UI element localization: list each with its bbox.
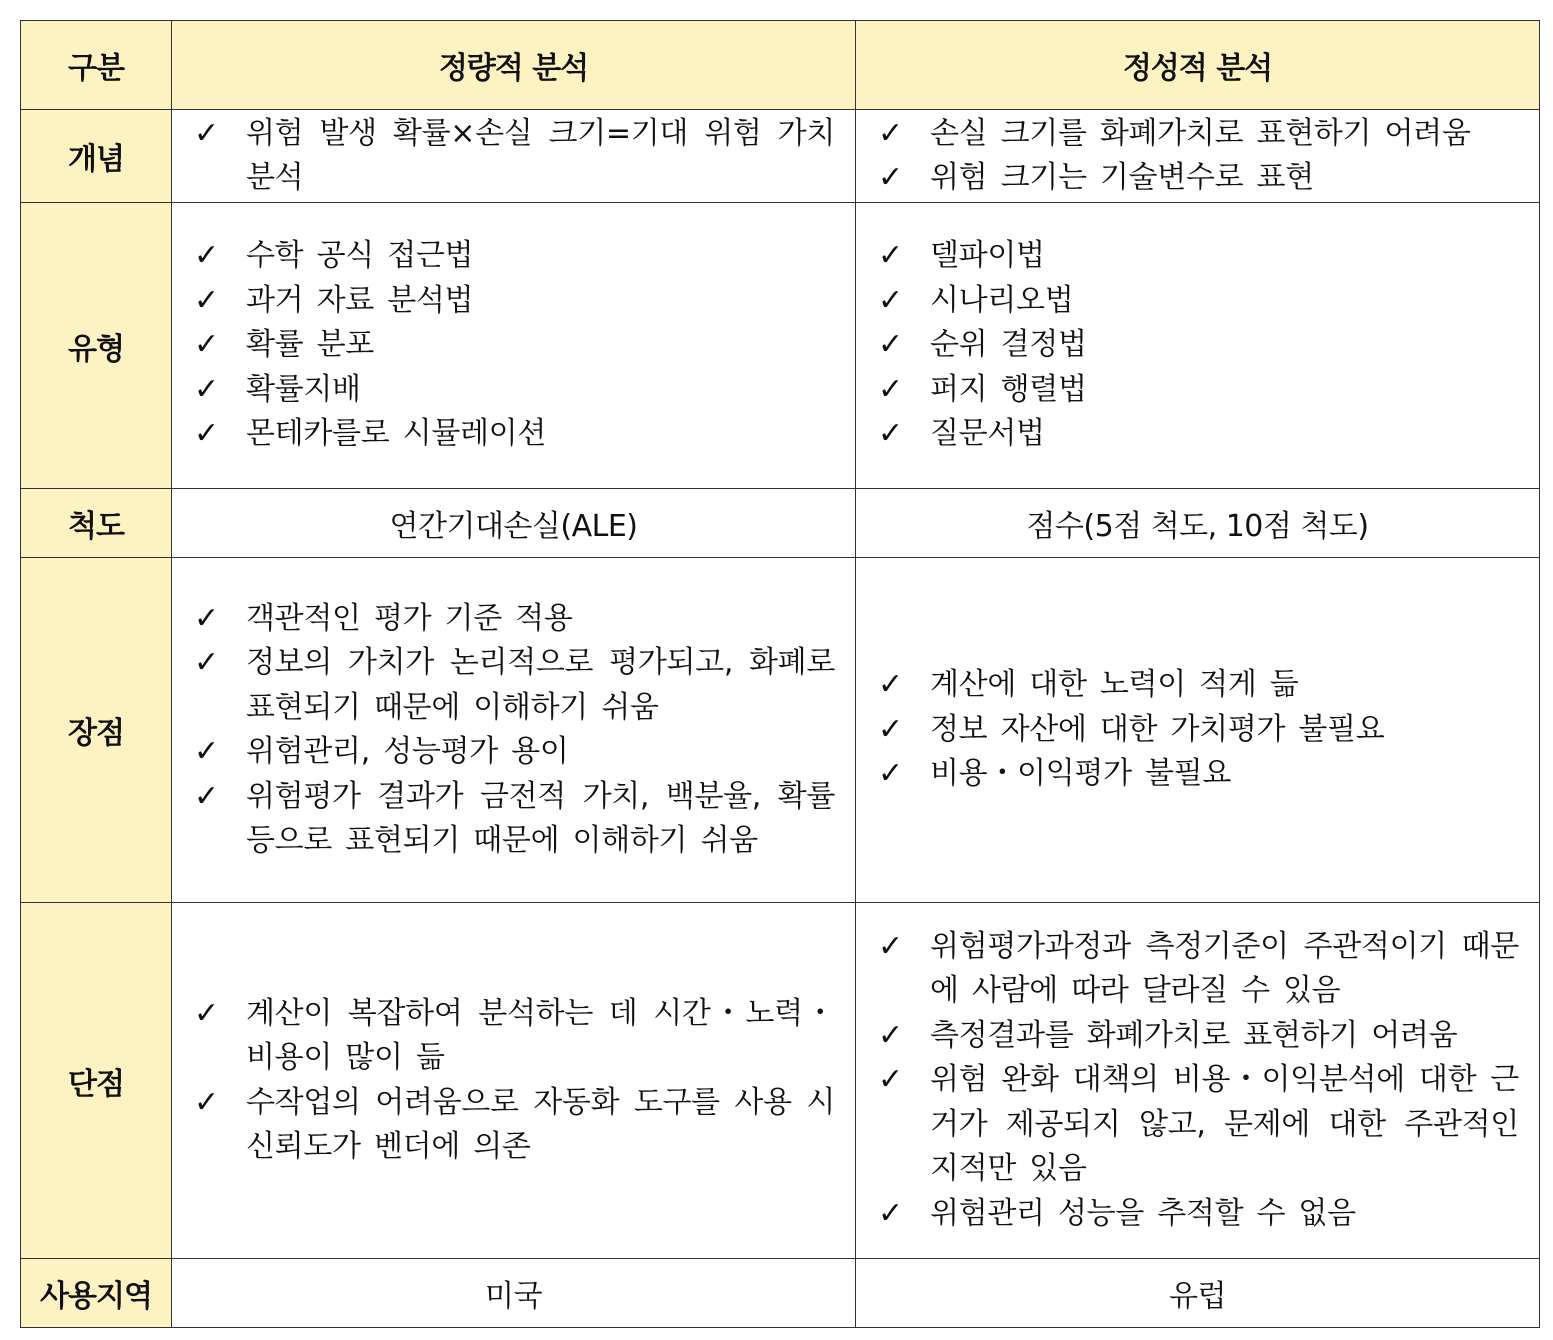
checklist [172,992,855,1170]
check-icon: ✓ [194,995,219,1031]
check-icon: ✓ [194,778,219,814]
check-icon: ✓ [878,756,903,792]
row-concept [21,110,1540,203]
check-icon: ✓ [878,667,903,703]
list-item [878,112,1519,157]
check-icon: ✓ [878,238,903,274]
row-region [21,1259,1540,1328]
list-item [878,708,1519,753]
list-item-text: 정보 자산에 대한 가치평가 불필요 [930,711,1385,747]
list-item-text: 계산에 대한 노력이 적게 듦 [930,667,1299,703]
cell-types-qualitative [856,203,1540,489]
list-item [194,597,835,642]
check-icon: ✓ [194,327,219,363]
check-icon: ✓ [878,1195,903,1231]
list-item [194,641,835,730]
check-icon: ✓ [878,115,903,151]
list-item [194,992,835,1081]
checklist [856,112,1539,201]
check-icon: ✓ [878,371,903,407]
list-item-text: 수작업의 어려움으로 자동화 도구를 사용 시 신뢰도가 벤더에 의존 [246,1084,835,1164]
list-item-text: 수학 공식 접근법 [246,238,474,274]
row-label-types: 유형 [21,203,172,489]
list-item-text: 비용・이익평가 불필요 [930,756,1232,792]
checklist [172,597,855,864]
list-item [878,279,1519,324]
list-item-text: 몬테카를로 시뮬레이션 [246,416,547,452]
cell-scale-quantitative: 연간기대손실(ALE) [172,489,856,558]
check-icon: ✓ [878,282,903,318]
cell-concept-quantitative [172,110,856,203]
check-icon: ✓ [878,1062,903,1098]
cell-scale-qualitative: 점수(5점 척도, 10점 척도) [856,489,1540,558]
cell-concept-qualitative [856,110,1540,203]
row-label-concept: 개념 [21,110,172,203]
list-item-text: 시나리오법 [930,282,1074,318]
check-icon: ✓ [878,711,903,747]
check-icon: ✓ [878,327,903,363]
list-item-text: 위험 완화 대책의 비용・이익분석에 대한 근거가 제공되지 않고, 문제에 대한 주관적인 지적만 있음 [930,1062,1519,1187]
cell-types-quantitative [172,203,856,489]
row-disadvantages [21,903,1540,1259]
row-types [21,203,1540,489]
list-item-text: 계산이 복잡하여 분석하는 데 시간・노력・비용이 많이 듦 [246,995,835,1075]
check-icon: ✓ [878,1017,903,1053]
checklist [172,112,855,201]
list-item [878,752,1519,797]
row-label-advantages: 장점 [21,558,172,903]
list-item-text: 델파이법 [930,238,1045,274]
list-item-text: 확률지배 [246,371,361,407]
list-item [194,323,835,368]
check-icon: ✓ [194,645,219,680]
check-icon: ✓ [194,371,219,407]
list-item [878,663,1519,708]
check-icon: ✓ [194,734,219,769]
checklist [856,925,1539,1237]
check-icon: ✓ [194,416,219,452]
list-item-text: 순위 결정법 [930,327,1087,363]
cell-region-quantitative: 미국 [172,1259,856,1328]
cell-advantages-quantitative [172,558,856,903]
list-item-text: 위험 크기는 기술변수로 표현 [930,160,1314,195]
list-item [194,368,835,413]
header-row [21,21,1540,110]
comparison-table-wrapper [20,20,1540,1328]
list-item-text: 위험관리 성능을 추적할 수 없음 [930,1195,1356,1231]
list-item [878,925,1519,1014]
row-advantages [21,558,1540,903]
list-item-text: 손실 크기를 화폐가치로 표현하기 어려움 [930,115,1471,151]
list-item-text: 측정결과를 화폐가치로 표현하기 어려움 [930,1017,1458,1053]
list-item-text: 질문서법 [930,416,1045,452]
check-icon: ✓ [878,416,903,452]
check-icon: ✓ [878,928,903,964]
list-item-text: 과거 자료 분석법 [246,282,474,318]
list-item [194,112,835,201]
cell-disadvantages-quantitative [172,903,856,1259]
header-qualitative: 정성적 분석 [856,21,1540,110]
risk-analysis-comparison-table [20,20,1540,1328]
list-item [194,730,835,775]
list-item [878,368,1519,413]
row-label-disadvantages: 단점 [21,903,172,1259]
row-label-region: 사용지역 [21,1259,172,1328]
row-scale [21,489,1540,558]
list-item [878,234,1519,279]
cell-disadvantages-qualitative [856,903,1540,1259]
list-item [194,234,835,279]
list-item-text: 위험 발생 확률×손실 크기=기대 위험 가치분석 [246,115,835,195]
check-icon: ✓ [194,238,219,274]
list-item-text: 위험평가과정과 측정기준이 주관적이기 때문에 사람에 따라 달라질 수 있음 [930,928,1519,1009]
list-item [194,279,835,324]
check-icon: ✓ [194,600,219,636]
list-item-text: 확률 분포 [246,327,374,363]
row-label-scale: 척도 [21,489,172,558]
checklist [172,234,855,457]
check-icon: ✓ [194,1084,219,1120]
list-item-text: 객관적인 평가 기준 적용 [246,600,573,636]
list-item-text: 퍼지 행렬법 [930,371,1087,407]
list-item [878,1192,1519,1237]
list-item [878,1014,1519,1059]
check-icon: ✓ [194,115,219,151]
list-item-text: 위험평가 결과가 금전적 가치, 백분율, 확률 등으로 표현되기 때문에 이해하기 쉬움 [246,778,835,858]
checklist [856,234,1539,457]
list-item [878,412,1519,457]
check-icon: ✓ [878,160,903,195]
cell-region-qualitative: 유럽 [856,1259,1540,1328]
list-item-text: 정보의 가치가 논리적으로 평가되고, 화폐로 표현되기 때문에 이해하기 쉬움 [246,645,835,725]
checklist [856,663,1539,797]
header-category: 구분 [21,21,172,110]
list-item [878,1058,1519,1192]
list-item [878,323,1519,368]
list-item [194,1081,835,1170]
list-item [194,775,835,864]
cell-advantages-qualitative [856,558,1540,903]
header-quantitative: 정량적 분석 [172,21,856,110]
list-item [878,156,1519,201]
list-item [194,412,835,457]
list-item-text: 위험관리, 성능평가 용이 [246,734,569,769]
check-icon: ✓ [194,282,219,318]
